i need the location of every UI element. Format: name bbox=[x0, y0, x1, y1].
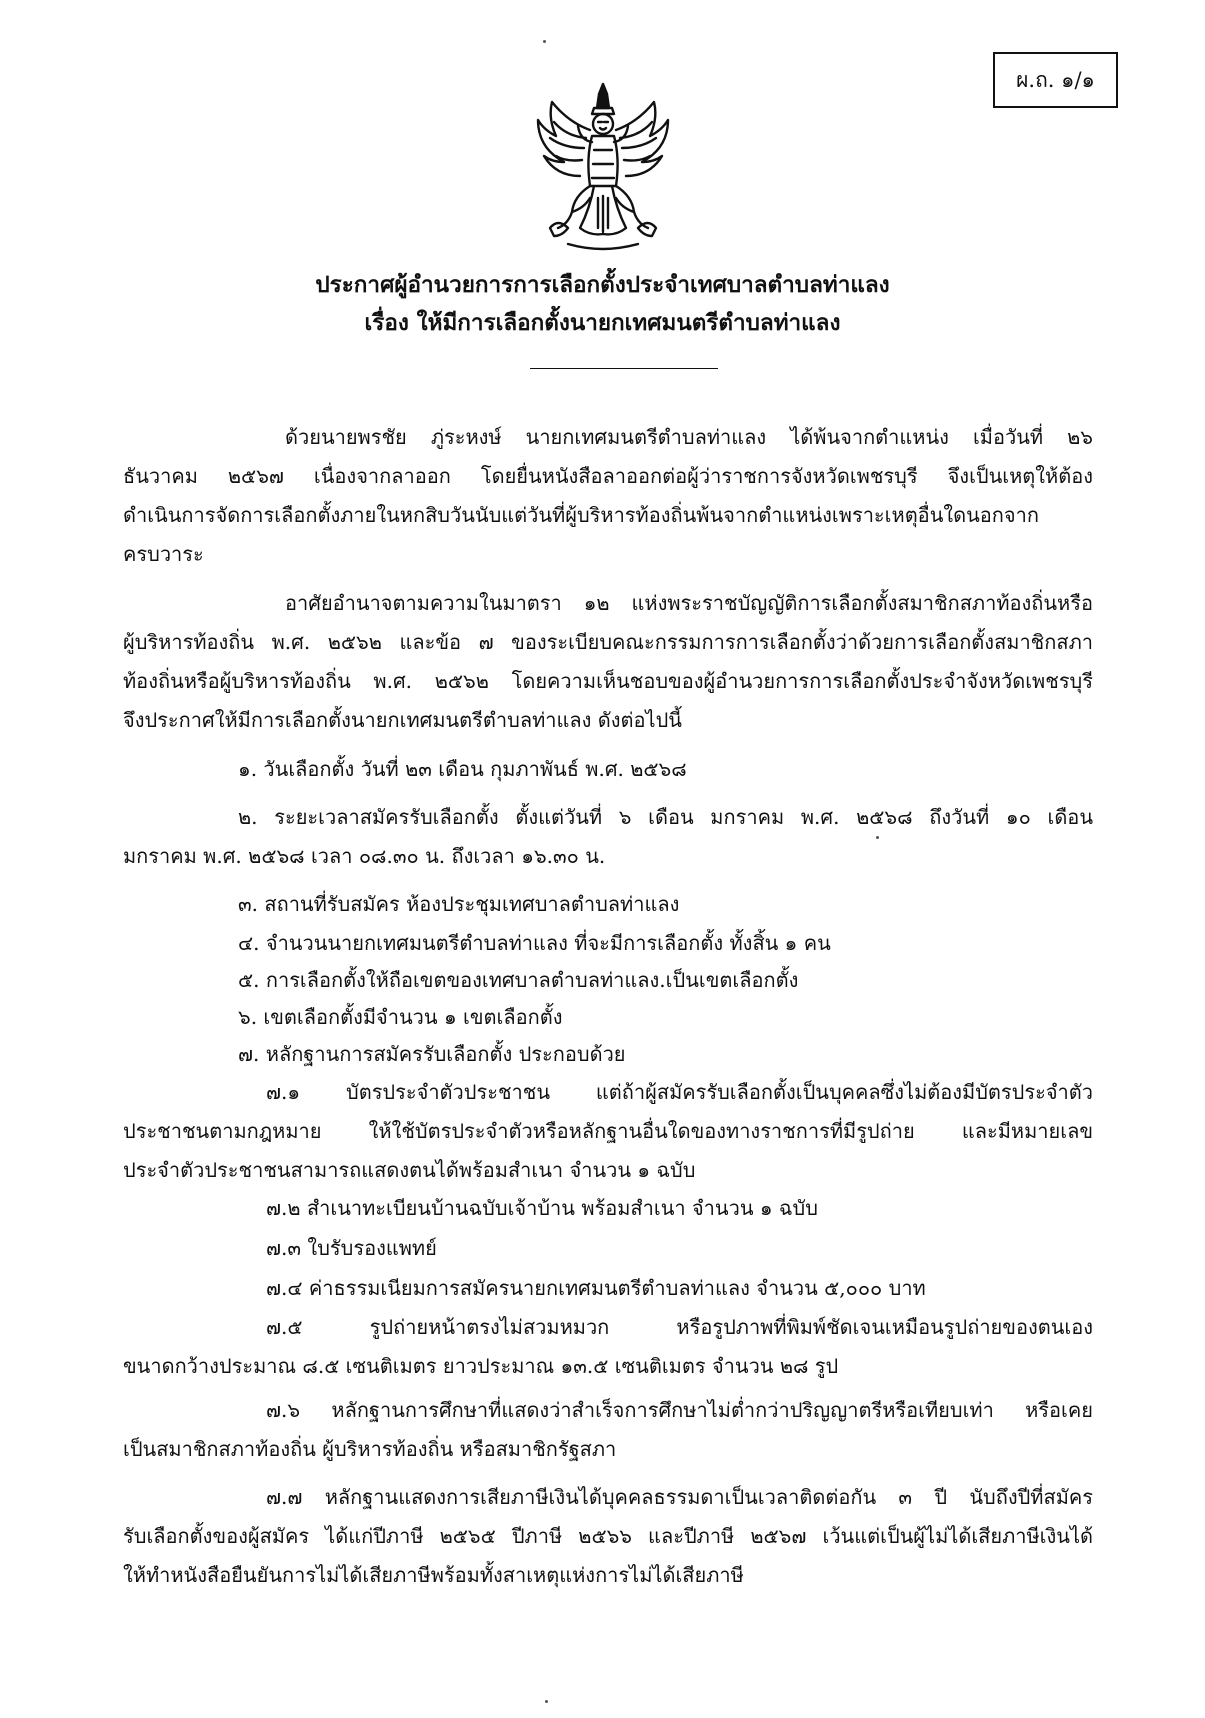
sub-item-7-7-line-2: รับเลือกตั้งของผู้สมัคร ได้แก่ปีภาษี ๒๕๖๕ ปีภาษี ๒๕๖๖ และปีภาษี ๒๕๖๗ เว้นแต่เป็นผู้ไม่ได้เสียภาษีเงินได้ bbox=[123, 1524, 1093, 1548]
scan-speck bbox=[545, 1700, 548, 1703]
garuda-emblem-icon bbox=[528, 78, 678, 256]
item-5: ๕. การเลือกตั้งให้ถือเขตของเทศบาลตำบลท่าแลง.เป็นเขตเลือกตั้ง bbox=[238, 968, 799, 992]
item-6: ๖. เขตเลือกตั้งมีจำนวน ๑ เขตเลือกตั้ง bbox=[238, 1005, 563, 1029]
scan-speck bbox=[543, 40, 546, 43]
sub-item-7-1-line-2: ประชาชนตามกฎหมาย ให้ใช้บัตรประจำตัวหรือหลักฐานอื่นใดของทางราชการที่มีรูปถ่าย และมีหมายเลข bbox=[123, 1119, 1093, 1143]
sub-item-7-1-line-1: ๗.๑ บัตรประจำตัวประชาชน แต่ถ้าผู้สมัครรับเลือกตั้งเป็นบุคคลซึ่งไม่ต้องมีบัตรประจำตัว bbox=[266, 1080, 1093, 1104]
item-1: ๑. วันเลือกตั้ง วันที่ ๒๓ เดือน กุมภาพันธ์ พ.ศ. ๒๕๖๘ bbox=[238, 757, 687, 781]
title-line-1: ประกาศผู้อำนวยการการเลือกตั้งประจำเทศบาลตำบลท่าแลง bbox=[315, 272, 890, 298]
sub-item-7-5-line-1: ๗.๕ รูปถ่ายหน้าตรงไม่สวมหมวก หรือรูปภาพที่พิมพ์ชัดเจนเหมือนรูปถ่ายของตนเอง bbox=[266, 1315, 1093, 1339]
paragraph-1-line-4: ครบวาระ bbox=[123, 542, 204, 566]
item-7: ๗. หลักฐานการสมัครรับเลือกตั้ง ประกอบด้วย bbox=[238, 1042, 626, 1066]
sub-item-7-2: ๗.๒ สำเนาทะเบียนบ้านฉบับเจ้าบ้าน พร้อมสำเนา จำนวน ๑ ฉบับ bbox=[266, 1196, 818, 1220]
paragraph-1-line-2: ธันวาคม ๒๕๖๗ เนื่องจากลาออก โดยยื่นหนังสือลาออกต่อผู้ว่าราชการจังหวัดเพชรบุรี จึงเป็นเหตุให้ต้อง bbox=[123, 464, 1093, 488]
paragraph-2-line-2: ผู้บริหารท้องถิ่น พ.ศ. ๒๕๖๒ และข้อ ๗ ของระเบียบคณะกรรมการการเลือกตั้งว่าด้วยการเลือกตั้งสมาชิกสภา bbox=[123, 630, 1093, 654]
paragraph-2-line-4: จึงประกาศให้มีการเลือกตั้งนายกเทศมนตรีตำบลท่าแลง ดังต่อไปนี้ bbox=[123, 708, 682, 732]
title-divider bbox=[530, 368, 718, 369]
sub-item-7-6-line-1: ๗.๖ หลักฐานการศึกษาที่แสดงว่าสำเร็จการศึกษาไม่ต่ำกว่าปริญญาตรีหรือเทียบเท่า หรือเคย bbox=[266, 1398, 1093, 1422]
sub-item-7-4: ๗.๔ ค่าธรรมเนียมการสมัครนายกเทศมนตรีตำบลท่าแลง จำนวน ๕,๐๐๐ บาท bbox=[266, 1276, 926, 1300]
item-3: ๓. สถานที่รับสมัคร ห้องประชุมเทศบาลตำบลท่าแลง bbox=[238, 892, 680, 916]
sub-item-7-3: ๗.๓ ใบรับรองแพทย์ bbox=[266, 1236, 437, 1260]
scan-speck bbox=[876, 836, 879, 839]
sub-item-7-7-line-3: ให้ทำหนังสือยืนยันการไม่ได้เสียภาษีพร้อมทั้งสาเหตุแห่งการไม่ได้เสียภาษี bbox=[123, 1563, 744, 1587]
paragraph-2-line-1: อาศัยอำนาจตามความในมาตรา ๑๒ แห่งพระราชบัญญัติการเลือกตั้งสมาชิกสภาท้องถิ่นหรือ bbox=[285, 591, 1093, 615]
sub-item-7-7-line-1: ๗.๗ หลักฐานแสดงการเสียภาษีเงินได้บุคคลธรรมดาเป็นเวลาติดต่อกัน ๓ ปี นับถึงปีที่สมัคร bbox=[266, 1485, 1093, 1509]
item-2-line-1: ๒. ระยะเวลาสมัครรับเลือกตั้ง ตั้งแต่วันที่ ๖ เดือน มกราคม พ.ศ. ๒๕๖๘ ถึงวันที่ ๑๐ เดือน bbox=[238, 805, 1093, 829]
paragraph-1-line-3: ดำเนินการจัดการเลือกตั้งภายในหกสิบวันนับแต่วันที่ผู้บริหารท้องถิ่นพ้นจากตำแหน่งเพราะเหตุอื่นใดนอกจาก bbox=[123, 503, 1039, 527]
paragraph-2-line-3: ท้องถิ่นหรือผู้บริหารท้องถิ่น พ.ศ. ๒๕๖๒ โดยความเห็นชอบของผู้อำนวยการการเลือกตั้งประจำจังหวัดเพชรบุรี bbox=[123, 669, 1093, 693]
sub-item-7-6-line-2: เป็นสมาชิกสภาท้องถิ่น ผู้บริหารท้องถิ่น หรือสมาชิกรัฐสภา bbox=[123, 1437, 617, 1461]
sub-item-7-5-line-2: ขนาดกว้างประมาณ ๘.๕ เซนติเมตร ยาวประมาณ ๑๓.๕ เซนติเมตร จำนวน ๒๘ รูป bbox=[123, 1354, 839, 1378]
item-2-line-2: มกราคม พ.ศ. ๒๕๖๘ เวลา ๐๘.๓๐ น. ถึงเวลา ๑๖.๓๐ น. bbox=[123, 844, 606, 868]
paragraph-1-line-1: ด้วยนายพรชัย ภู่ระหงษ์ นายกเทศมนตรีตำบลท่าแลง ได้พ้นจากตำแหน่ง เมื่อวันที่ ๒๖ bbox=[285, 425, 1093, 449]
title-line-2: เรื่อง ให้มีการเลือกตั้งนายกเทศมนตรีตำบลท่าแลง bbox=[364, 310, 841, 336]
item-4: ๔. จำนวนนายกเทศมนตรีตำบลท่าแลง ที่จะมีการเลือกตั้ง ทั้งสิ้น ๑ คน bbox=[238, 931, 831, 955]
sub-item-7-1-line-3: ประจำตัวประชาชนสามารถแสดงตนได้พร้อมสำเนา จำนวน ๑ ฉบับ bbox=[123, 1158, 696, 1182]
form-code-box bbox=[993, 52, 1118, 108]
form-code: ผ.ถ. ๑/๑ bbox=[1016, 67, 1095, 92]
